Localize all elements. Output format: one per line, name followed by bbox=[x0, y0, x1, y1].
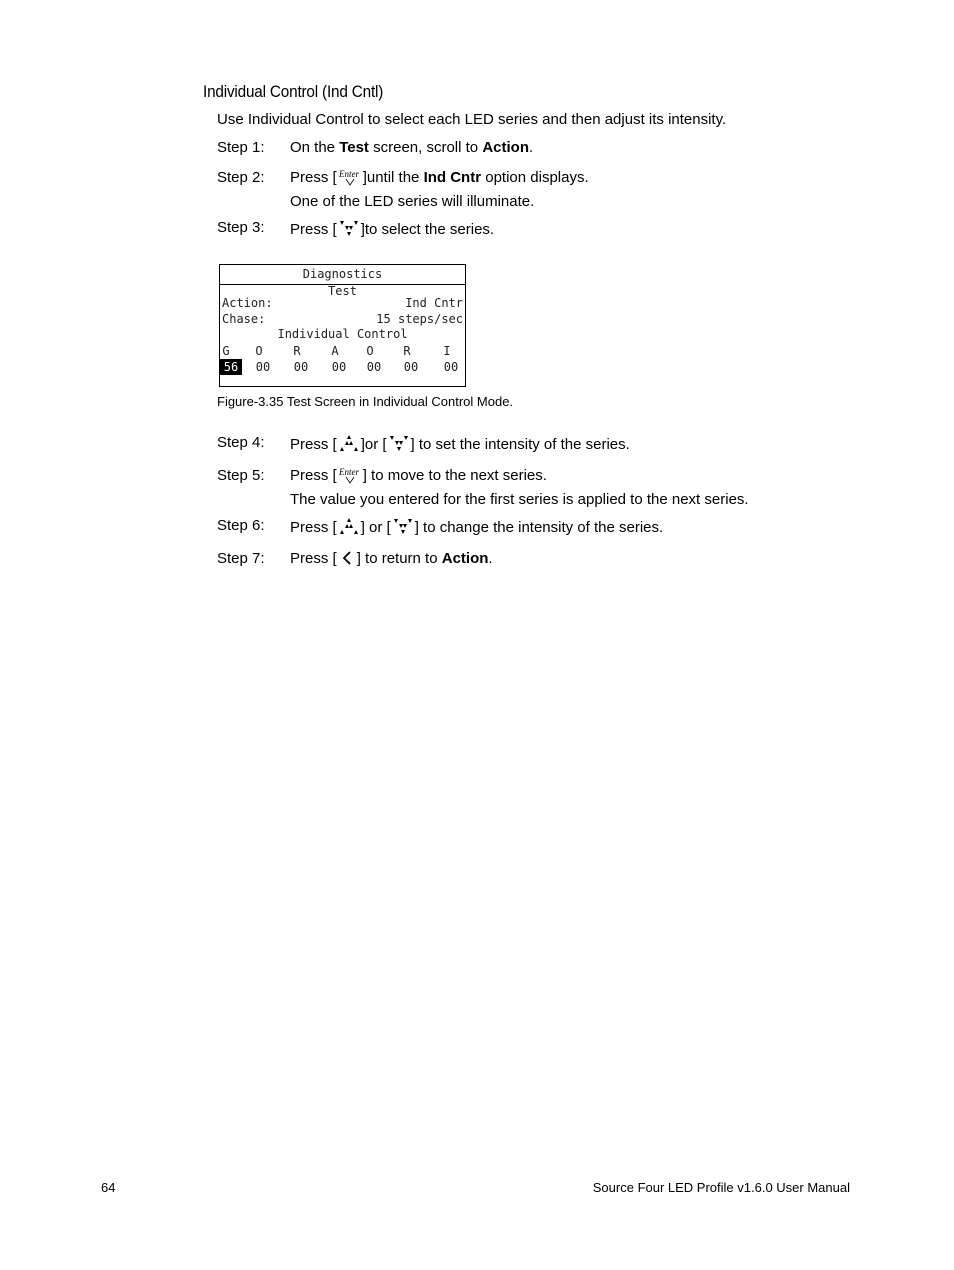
lcd-section-title: Individual Control bbox=[277, 327, 408, 341]
svg-text:Enter: Enter bbox=[338, 467, 359, 477]
enter-key-icon bbox=[338, 466, 362, 490]
text: . bbox=[488, 550, 493, 567]
down-arrow-key-icon bbox=[388, 433, 410, 459]
lcd-channel-label: O bbox=[255, 344, 263, 358]
step-number: Step 4: bbox=[217, 434, 265, 451]
lcd-chase-label: Chase: bbox=[222, 312, 266, 326]
lcd-chase-row bbox=[222, 311, 463, 327]
lcd-action-value: Ind Cntr bbox=[405, 296, 463, 310]
step-number: Step 2: bbox=[217, 169, 265, 186]
step-text bbox=[290, 218, 494, 244]
lcd-subtitle: Test bbox=[328, 284, 357, 298]
step-number: Step 5: bbox=[217, 467, 265, 484]
lcd-chase-value: 15 steps/sec bbox=[376, 312, 463, 326]
page-number: 64 bbox=[101, 1180, 116, 1195]
bold-term: Action bbox=[441, 550, 489, 567]
text: ] to return to bbox=[356, 550, 442, 567]
lcd-value: 00 bbox=[366, 360, 382, 374]
lcd-action-label: Action: bbox=[222, 296, 273, 310]
lcd-channel-label: R bbox=[293, 344, 301, 358]
section-heading: Individual Control (Ind Cntl) bbox=[203, 82, 384, 101]
down-arrow-key-icon bbox=[392, 516, 414, 542]
figure-caption: Figure-3.35 Test Screen in Individual Control Mode. bbox=[217, 394, 514, 409]
bold-term: Action bbox=[482, 139, 529, 156]
enter-key-icon bbox=[338, 168, 362, 192]
intro-paragraph: Use Individual Control to select each LED series and then adjust its intensity. bbox=[217, 111, 727, 128]
down-arrow-key-icon bbox=[338, 218, 360, 244]
step-text bbox=[290, 433, 630, 459]
text: On the bbox=[290, 139, 340, 156]
lcd-channel-label: O bbox=[366, 344, 374, 358]
text: ]or [ bbox=[360, 436, 387, 453]
text: option displays. bbox=[481, 169, 589, 186]
lcd-action-row bbox=[222, 295, 463, 311]
text: screen, scroll to bbox=[368, 139, 483, 156]
lcd-channel-label: R bbox=[403, 344, 411, 358]
lcd-value: 00 bbox=[331, 360, 347, 374]
lcd-channel-label: A bbox=[331, 344, 339, 358]
step-number: Step 3: bbox=[217, 219, 265, 236]
step-text bbox=[290, 549, 493, 573]
text: ] or [ bbox=[360, 519, 391, 536]
step-text bbox=[290, 138, 533, 158]
svg-text:Enter: Enter bbox=[338, 169, 359, 179]
text: Press [ bbox=[290, 169, 337, 186]
text: ] to change the intensity of the series. bbox=[414, 519, 664, 536]
lcd-value: 00 bbox=[443, 360, 459, 374]
lcd-value-selected: 56 bbox=[220, 359, 242, 375]
up-arrow-key-icon bbox=[338, 433, 360, 459]
text: Press [ bbox=[290, 436, 337, 453]
text: ]to select the series. bbox=[360, 221, 495, 238]
back-arrow-key-icon bbox=[338, 549, 356, 573]
lcd-channel-row bbox=[220, 343, 465, 359]
text: The value you entered for the first series is applied to the next series. bbox=[290, 491, 749, 508]
text: ] to move to the next series. bbox=[362, 467, 547, 484]
text: Press [ bbox=[290, 221, 337, 238]
bold-term: Ind Cntr bbox=[423, 169, 482, 186]
lcd-test-screen bbox=[219, 264, 466, 387]
manual-title: Source Four LED Profile v1.6.0 User Manual bbox=[592, 1180, 850, 1195]
text: One of the LED series will illuminate. bbox=[290, 193, 535, 210]
text: ] to set the intensity of the series. bbox=[410, 436, 630, 453]
lcd-value: 00 bbox=[293, 360, 309, 374]
lcd-title: Diagnostics bbox=[220, 265, 465, 285]
lcd-value: 00 bbox=[403, 360, 419, 374]
step-text bbox=[290, 516, 663, 542]
lcd-channel-label: I bbox=[443, 344, 451, 358]
step-text bbox=[290, 466, 749, 510]
text: Press [ bbox=[290, 467, 337, 484]
step-number: Step 7: bbox=[217, 550, 265, 567]
step-number: Step 6: bbox=[217, 517, 265, 534]
step-text bbox=[290, 168, 589, 212]
bold-term: Test bbox=[339, 139, 369, 156]
lcd-value-row bbox=[220, 359, 465, 375]
text: ]until the bbox=[362, 169, 424, 186]
step-number: Step 1: bbox=[217, 139, 265, 156]
text: Press [ bbox=[290, 550, 337, 567]
lcd-channel-label: G bbox=[222, 344, 230, 358]
up-arrow-key-icon bbox=[338, 516, 360, 542]
text: . bbox=[528, 139, 534, 156]
text: Press [ bbox=[290, 519, 337, 536]
lcd-value: 00 bbox=[255, 360, 271, 374]
